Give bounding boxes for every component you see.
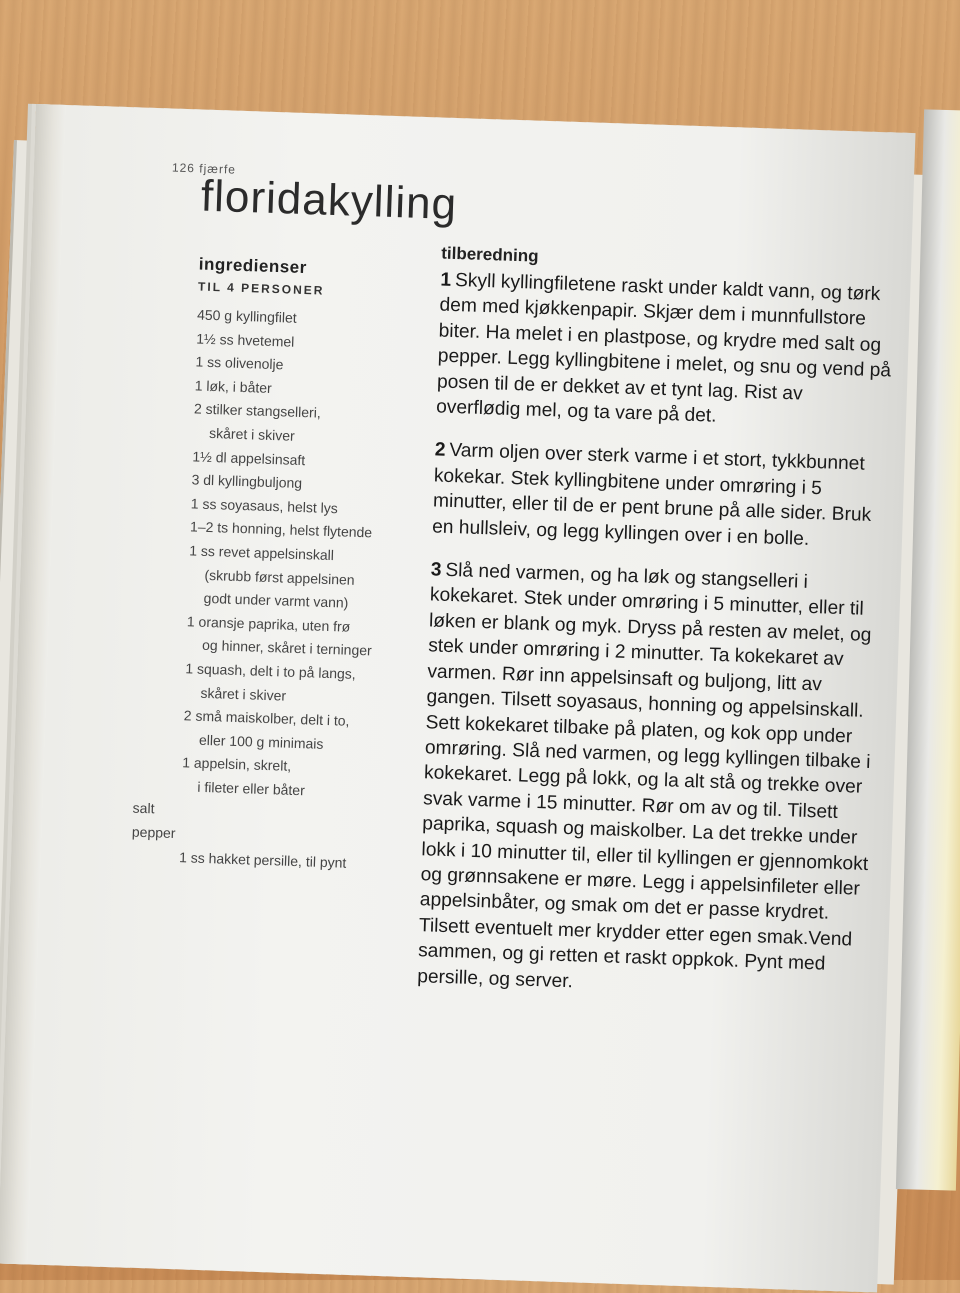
page-content: [0, 104, 916, 1293]
running-head: 126 fjærfe: [171, 160, 237, 177]
ingredient-item: 2 stilker stangselleri,: [193, 400, 322, 421]
servings-label: TIL 4 PERSONER: [197, 279, 325, 298]
step-text: Varm oljen over sterk varme i et stort, tykkbunnet kokekar. Stek kyllingbitene under omrøring i 5 minutter, eller til de er pent brune på alle sider. Bruk en hullsleiv, og legg kyllingen over i en bolle.: [431, 440, 872, 550]
ingredient-item: 1–2 ts honning, helst flytende: [189, 518, 373, 541]
ingredient-item: 2 små maiskolber, delt i to,: [183, 707, 350, 729]
recipe-title: floridakylling: [200, 171, 458, 230]
ingredient-item: 1 squash, delt i to på langs,: [185, 660, 357, 682]
ingredient-item: 3 dl kyllingbuljong: [191, 471, 303, 492]
preparation-step: [417, 557, 886, 1004]
ingredients-list: [131, 302, 420, 877]
ingredient-item: godt under varmt vann): [203, 589, 349, 611]
ingredient-item: 1½ dl appelsinsaft: [192, 447, 306, 468]
step-text: Skyll kyllingfiletene raskt under kaldt vann, og tørk dem med kjøkkenpapir. Skjær dem i munnfullstore biter. Ha melet i en plastpose, og krydre med salt og pepper. Legg kyllingbitene i melet, og snu og vend på posen til de er dekket av et tynt lag. Rist av overflødig mel, og ta vare på det.: [435, 269, 892, 427]
step-number: 1: [440, 269, 452, 291]
preparation-steps: [416, 268, 895, 1023]
preparation-heading: tilberedning: [440, 243, 539, 266]
ingredient-item: 1 ss revet appelsinskall: [189, 542, 335, 564]
preparation-step: [432, 438, 890, 555]
ingredient-item: 1 løk, i båter: [194, 377, 273, 396]
step-number: 2: [434, 439, 446, 462]
ingredient-item: (skrubb først appelsinen: [204, 566, 355, 588]
ingredient-item: skåret i skiver: [200, 684, 287, 704]
ingredient-item: 1 ss soyasaus, helst lys: [190, 495, 339, 516]
ingredient-item: 1 appelsin, skrelt,: [181, 754, 292, 775]
ingredient-item: i fileter eller båter: [197, 778, 306, 799]
preparation-step: [436, 268, 896, 435]
ingredient-item: og hinner, skåret i terninger: [201, 637, 372, 659]
ingredients-heading: ingredienser: [198, 254, 308, 278]
ingredient-item: 1 ss olivenolje: [195, 353, 284, 373]
recipe-page: [0, 104, 916, 1293]
ingredient-item: 1½ ss hvetemel: [196, 330, 295, 350]
ingredient-item: 1 ss hakket persille, til pynt: [178, 848, 347, 871]
ingredient-item: pepper: [131, 823, 176, 842]
step-number: 3: [430, 559, 442, 581]
ingredient-item: salt: [132, 800, 155, 817]
step-text: Slå ned varmen, og ha løk og stangselleri i kokekaret. Stek under omrøring i 5 minutter, eller til løken er blank og myk. Dryss på resten av melet, og stek under omrøring i 2 minutter. Ta kokekaret av varmen. Rør inn appelsinsaft og buljong, litt av gangen. Tilsett soyasaus, honning og appelsinskall. Sett kokekaret tilbake på platen, og kok opp under omrøring. Slå ned varmen, og legg kyllingen tilbake i kokekaret. Legg på lokk, og la alt stå og trekke over svak varme i 15 minutter. Rør om av og til. Tilsett paprika, squash og maiskolber. La det trekke under lokk i 10 minutter til, eller til kyllingen er gjennomkokt og grønnsakene er møre. Legg i appelsinfileter eller appelsinbåter, og smak om det er passe krydret. Tilsett eventuelt mer krydder etter egen smak.Vend sammen, og gi retten et raskt oppkok. Pynt med persille, og server.: [416, 559, 872, 992]
ingredient-item: 450 g kyllingfilet: [196, 306, 297, 326]
ingredient-item: 1 oransje paprika, uten frø: [186, 613, 351, 635]
ingredient-item: eller 100 g minimais: [198, 731, 324, 752]
ingredient-item: skåret i skiver: [208, 424, 295, 444]
